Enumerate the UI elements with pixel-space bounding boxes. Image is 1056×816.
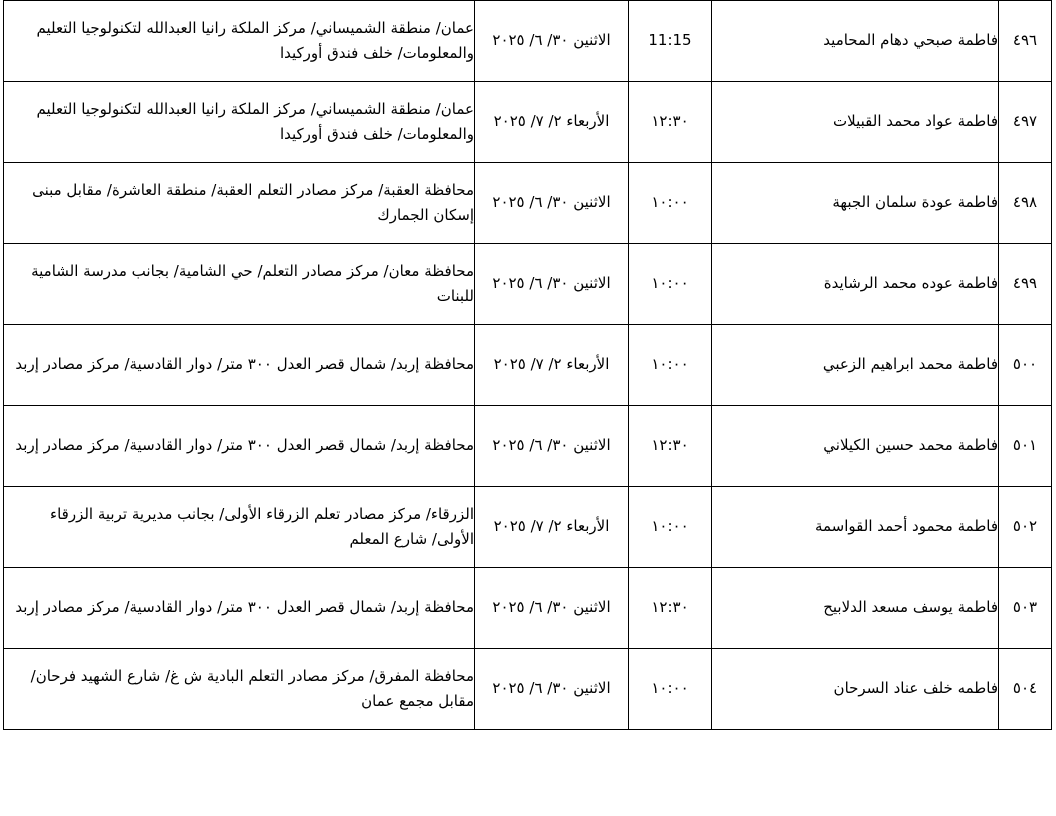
exam-date: الاثنين ٣٠/ ٦/ ٢٠٢٥ bbox=[475, 1, 629, 82]
candidate-name: فاطمة عوده محمد الرشايدة bbox=[712, 244, 999, 325]
candidate-name: فاطمة محمود أحمد القواسمة bbox=[712, 487, 999, 568]
table-row bbox=[4, 568, 1052, 649]
exam-location: محافظة المفرق/ مركز مصادر التعلم البادية ش غ/ شارع الشهيد فرحان/ مقابل مجمع عمان bbox=[4, 649, 475, 730]
candidate-name: فاطمة يوسف مسعد الدلابيح bbox=[712, 568, 999, 649]
exam-location: عمان/ منطقة الشميساني/ مركز الملكة رانيا العبدالله لتكنولوجيا التعليم والمعلومات/ خلف فندق أوركيدا bbox=[4, 1, 475, 82]
candidate-name: فاطمه خلف عناد السرحان bbox=[712, 649, 999, 730]
row-number: ٥٠٠ bbox=[999, 325, 1052, 406]
row-number: ٤٩٨ bbox=[999, 163, 1052, 244]
candidate-name: فاطمة محمد ابراهيم الزعبي bbox=[712, 325, 999, 406]
exam-date: الاثنين ٣٠/ ٦/ ٢٠٢٥ bbox=[475, 649, 629, 730]
row-number: ٤٩٦ bbox=[999, 1, 1052, 82]
candidate-name: فاطمة عواد محمد القبيلات bbox=[712, 82, 999, 163]
exam-location: محافظة إربد/ شمال قصر العدل ٣٠٠ متر/ دوار القادسية/ مركز مصادر إربد bbox=[4, 406, 475, 487]
candidate-name: فاطمة صبحي دهام المحاميد bbox=[712, 1, 999, 82]
table-row bbox=[4, 487, 1052, 568]
exam-date: الاثنين ٣٠/ ٦/ ٢٠٢٥ bbox=[475, 244, 629, 325]
exam-date: الأربعاء ٢/ ٧/ ٢٠٢٥ bbox=[475, 325, 629, 406]
exam-date: الأربعاء ٢/ ٧/ ٢٠٢٥ bbox=[475, 82, 629, 163]
candidate-name: فاطمة عودة سلمان الجبهة bbox=[712, 163, 999, 244]
row-number: ٥٠٣ bbox=[999, 568, 1052, 649]
exam-time: ١٢:٣٠ bbox=[629, 568, 712, 649]
table-row bbox=[4, 325, 1052, 406]
exam-date: الاثنين ٣٠/ ٦/ ٢٠٢٥ bbox=[475, 406, 629, 487]
exam-time: ١٠:٠٠ bbox=[629, 325, 712, 406]
exam-time: ١٢:٣٠ bbox=[629, 406, 712, 487]
row-number: ٤٩٩ bbox=[999, 244, 1052, 325]
exam-location: محافظة إربد/ شمال قصر العدل ٣٠٠ متر/ دوار القادسية/ مركز مصادر إربد bbox=[4, 568, 475, 649]
table-row bbox=[4, 82, 1052, 163]
exam-location: محافظة العقبة/ مركز مصادر التعلم العقبة/ منطقة العاشرة/ مقابل مبنى إسكان الجمارك bbox=[4, 163, 475, 244]
exam-time: 11:15 bbox=[629, 1, 712, 82]
row-number: ٥٠٤ bbox=[999, 649, 1052, 730]
exam-date: الأربعاء ٢/ ٧/ ٢٠٢٥ bbox=[475, 487, 629, 568]
row-number: ٤٩٧ bbox=[999, 82, 1052, 163]
exam-date: الاثنين ٣٠/ ٦/ ٢٠٢٥ bbox=[475, 163, 629, 244]
row-number: ٥٠١ bbox=[999, 406, 1052, 487]
exam-location: عمان/ منطقة الشميساني/ مركز الملكة رانيا العبدالله لتكنولوجيا التعليم والمعلومات/ خلف فندق أوركيدا bbox=[4, 82, 475, 163]
exam-location: محافظة إربد/ شمال قصر العدل ٣٠٠ متر/ دوار القادسية/ مركز مصادر إربد bbox=[4, 325, 475, 406]
exam-time: ١٠:٠٠ bbox=[629, 244, 712, 325]
exam-date: الاثنين ٣٠/ ٦/ ٢٠٢٥ bbox=[475, 568, 629, 649]
exam-time: ١٠:٠٠ bbox=[629, 649, 712, 730]
exam-time: ١٢:٣٠ bbox=[629, 82, 712, 163]
table-row bbox=[4, 244, 1052, 325]
candidate-name: فاطمة محمد حسين الكيلاني bbox=[712, 406, 999, 487]
table-row bbox=[4, 649, 1052, 730]
exam-time: ١٠:٠٠ bbox=[629, 163, 712, 244]
exam-location: الزرقاء/ مركز مصادر تعلم الزرقاء الأولى/ بجانب مديرية تربية الزرقاء الأولى/ شارع المعلم bbox=[4, 487, 475, 568]
table-row bbox=[4, 406, 1052, 487]
exam-location: محافظة معان/ مركز مصادر التعلم/ حي الشامية/ بجانب مدرسة الشامية للبنات bbox=[4, 244, 475, 325]
schedule-table bbox=[3, 0, 1052, 730]
table-row bbox=[4, 163, 1052, 244]
row-number: ٥٠٢ bbox=[999, 487, 1052, 568]
exam-time: ١٠:٠٠ bbox=[629, 487, 712, 568]
table-row bbox=[4, 1, 1052, 82]
